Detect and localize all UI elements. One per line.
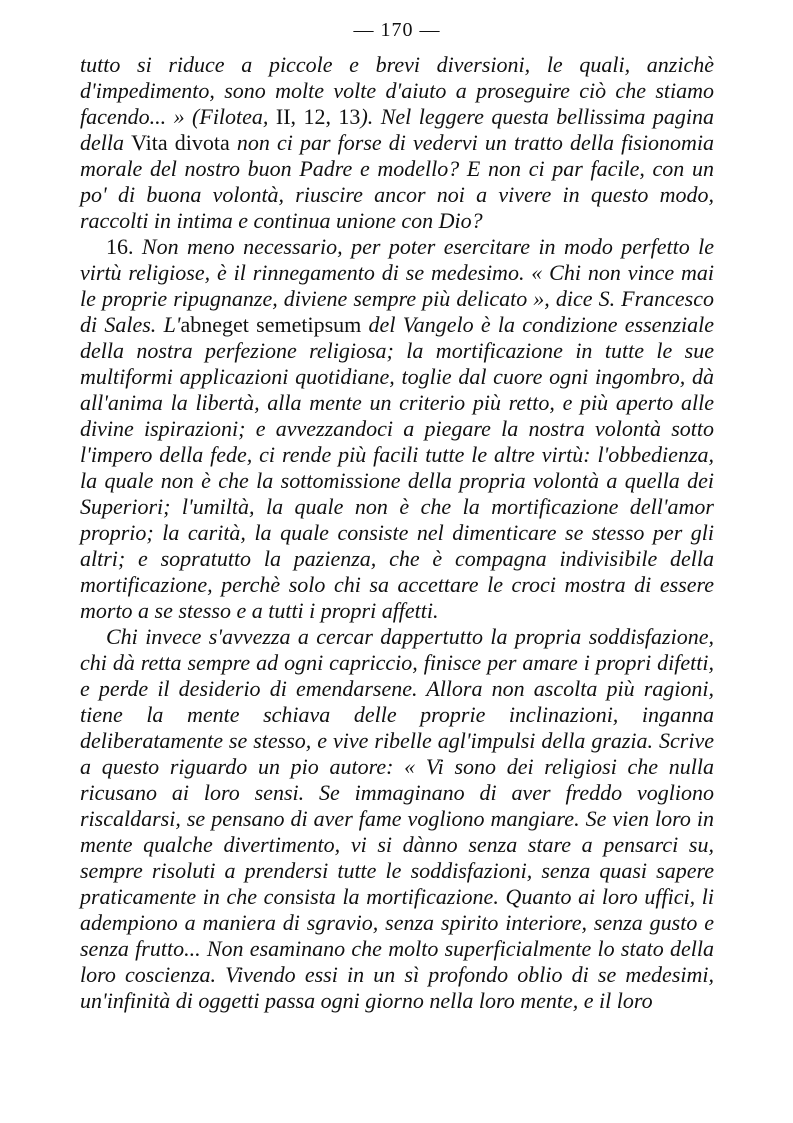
text-span: Filotea, [199, 104, 276, 129]
latin-quote: abneget semetipsum [180, 312, 362, 337]
text-span: Chi invece s'avvezza a cercar dappertutto la propria soddisfazione, chi dà retta sempre ad ogni capriccio, finisce per amare i propri difetti, e perde il desiderio di emendarsene. Allora non ascolta più ragioni, tiene la mente schiava delle proprie inclinazioni, inganna deliberatamente se stesso, e vive ribelle agl'impulsi della grazia. Scrive a questo riguardo un pio autore: « Vi sono dei religiosi che nulla ricusano ai loro sensi. Se immaginano di aver freddo vogliono riscaldarsi, se pensano di aver fame vogliono mangiare. Se vien loro in mente qualche divertimento, vi si dànno senza stare a pensarci su, sempre risoluti a prendersi tutte le soddisfazioni, senza quasi sapere praticamente in che consista la mortificazione. Quanto ai loro uffici, li adempiono a maniera di sgravio, senza spirito interiore, senza gusto e senza frutto... Non esaminano che molto superficialmente lo stato della loro coscienza. Vivendo essi in un sì profondo oblio di se medesimi, un'infinità di oggetti passa ogni giorno nella loro mente, e il loro [80, 624, 714, 1013]
text-span: Non meno necessario, per poter esercitare in modo perfetto le virtù religiose, è il rinnegamento di se medesimo. « Chi non vince mai le proprie ripugnanze, diviene sempre più delicato », dice S. Francesco di Sales. L' [80, 234, 714, 337]
text-span: ). Nel leggere questa bellissima pagina della [80, 104, 714, 155]
text-span: non ci par forse di vedervi un tratto della fisionomia morale del nostro buon Padre e modello? E non ci par facile, con un po' di buona volontà, riuscire ancor noi a vivere in questo modo, raccolti in intima e continua unione con Dio? [80, 130, 714, 233]
text-span: Vita divota [131, 130, 230, 155]
section-number: 16. [106, 234, 142, 259]
book-page [80, 18, 714, 1014]
paragraph-section-16 [80, 234, 714, 624]
paragraph-body [80, 624, 714, 1014]
paragraph-continuation [80, 52, 714, 234]
text-span: tutto si riduce a piccole e brevi diversioni, le quali, anzichè d'impedimento, sono molte volte d'aiuto a proseguire ciò che stiamo facendo... » ( [80, 52, 714, 129]
text-span: del Vangelo è la condizione essenziale della nostra perfezione religiosa; la mortificazione in tutte le sue multiformi applicazioni quotidiane, toglie dal cuore ogni ingombro, dà all'anima la libertà, alla mente un criterio più retto, e più aperto alle divine ispirazioni; e avvezzandoci a piegare la nostra volontà sotto l'impero della fede, ci rende più facili tutte le altre virtù: l'obbedienza, la quale non è che la sottomissione della propria volontà a quella dei Superiori; l'umiltà, la quale non è che la mortificazione dell'amor proprio; la carità, la quale consiste nel dimenticare se stesso per gli altri; e sopratutto la pazienza, che è compagna indivisibile della mortificazione, perchè solo chi sa accettare le croci mostra di essere morto a se stesso e a tutti i propri affetti. [80, 312, 714, 623]
page-number: — 170 — [353, 19, 441, 41]
text-span: II, 12, 13 [275, 104, 361, 129]
